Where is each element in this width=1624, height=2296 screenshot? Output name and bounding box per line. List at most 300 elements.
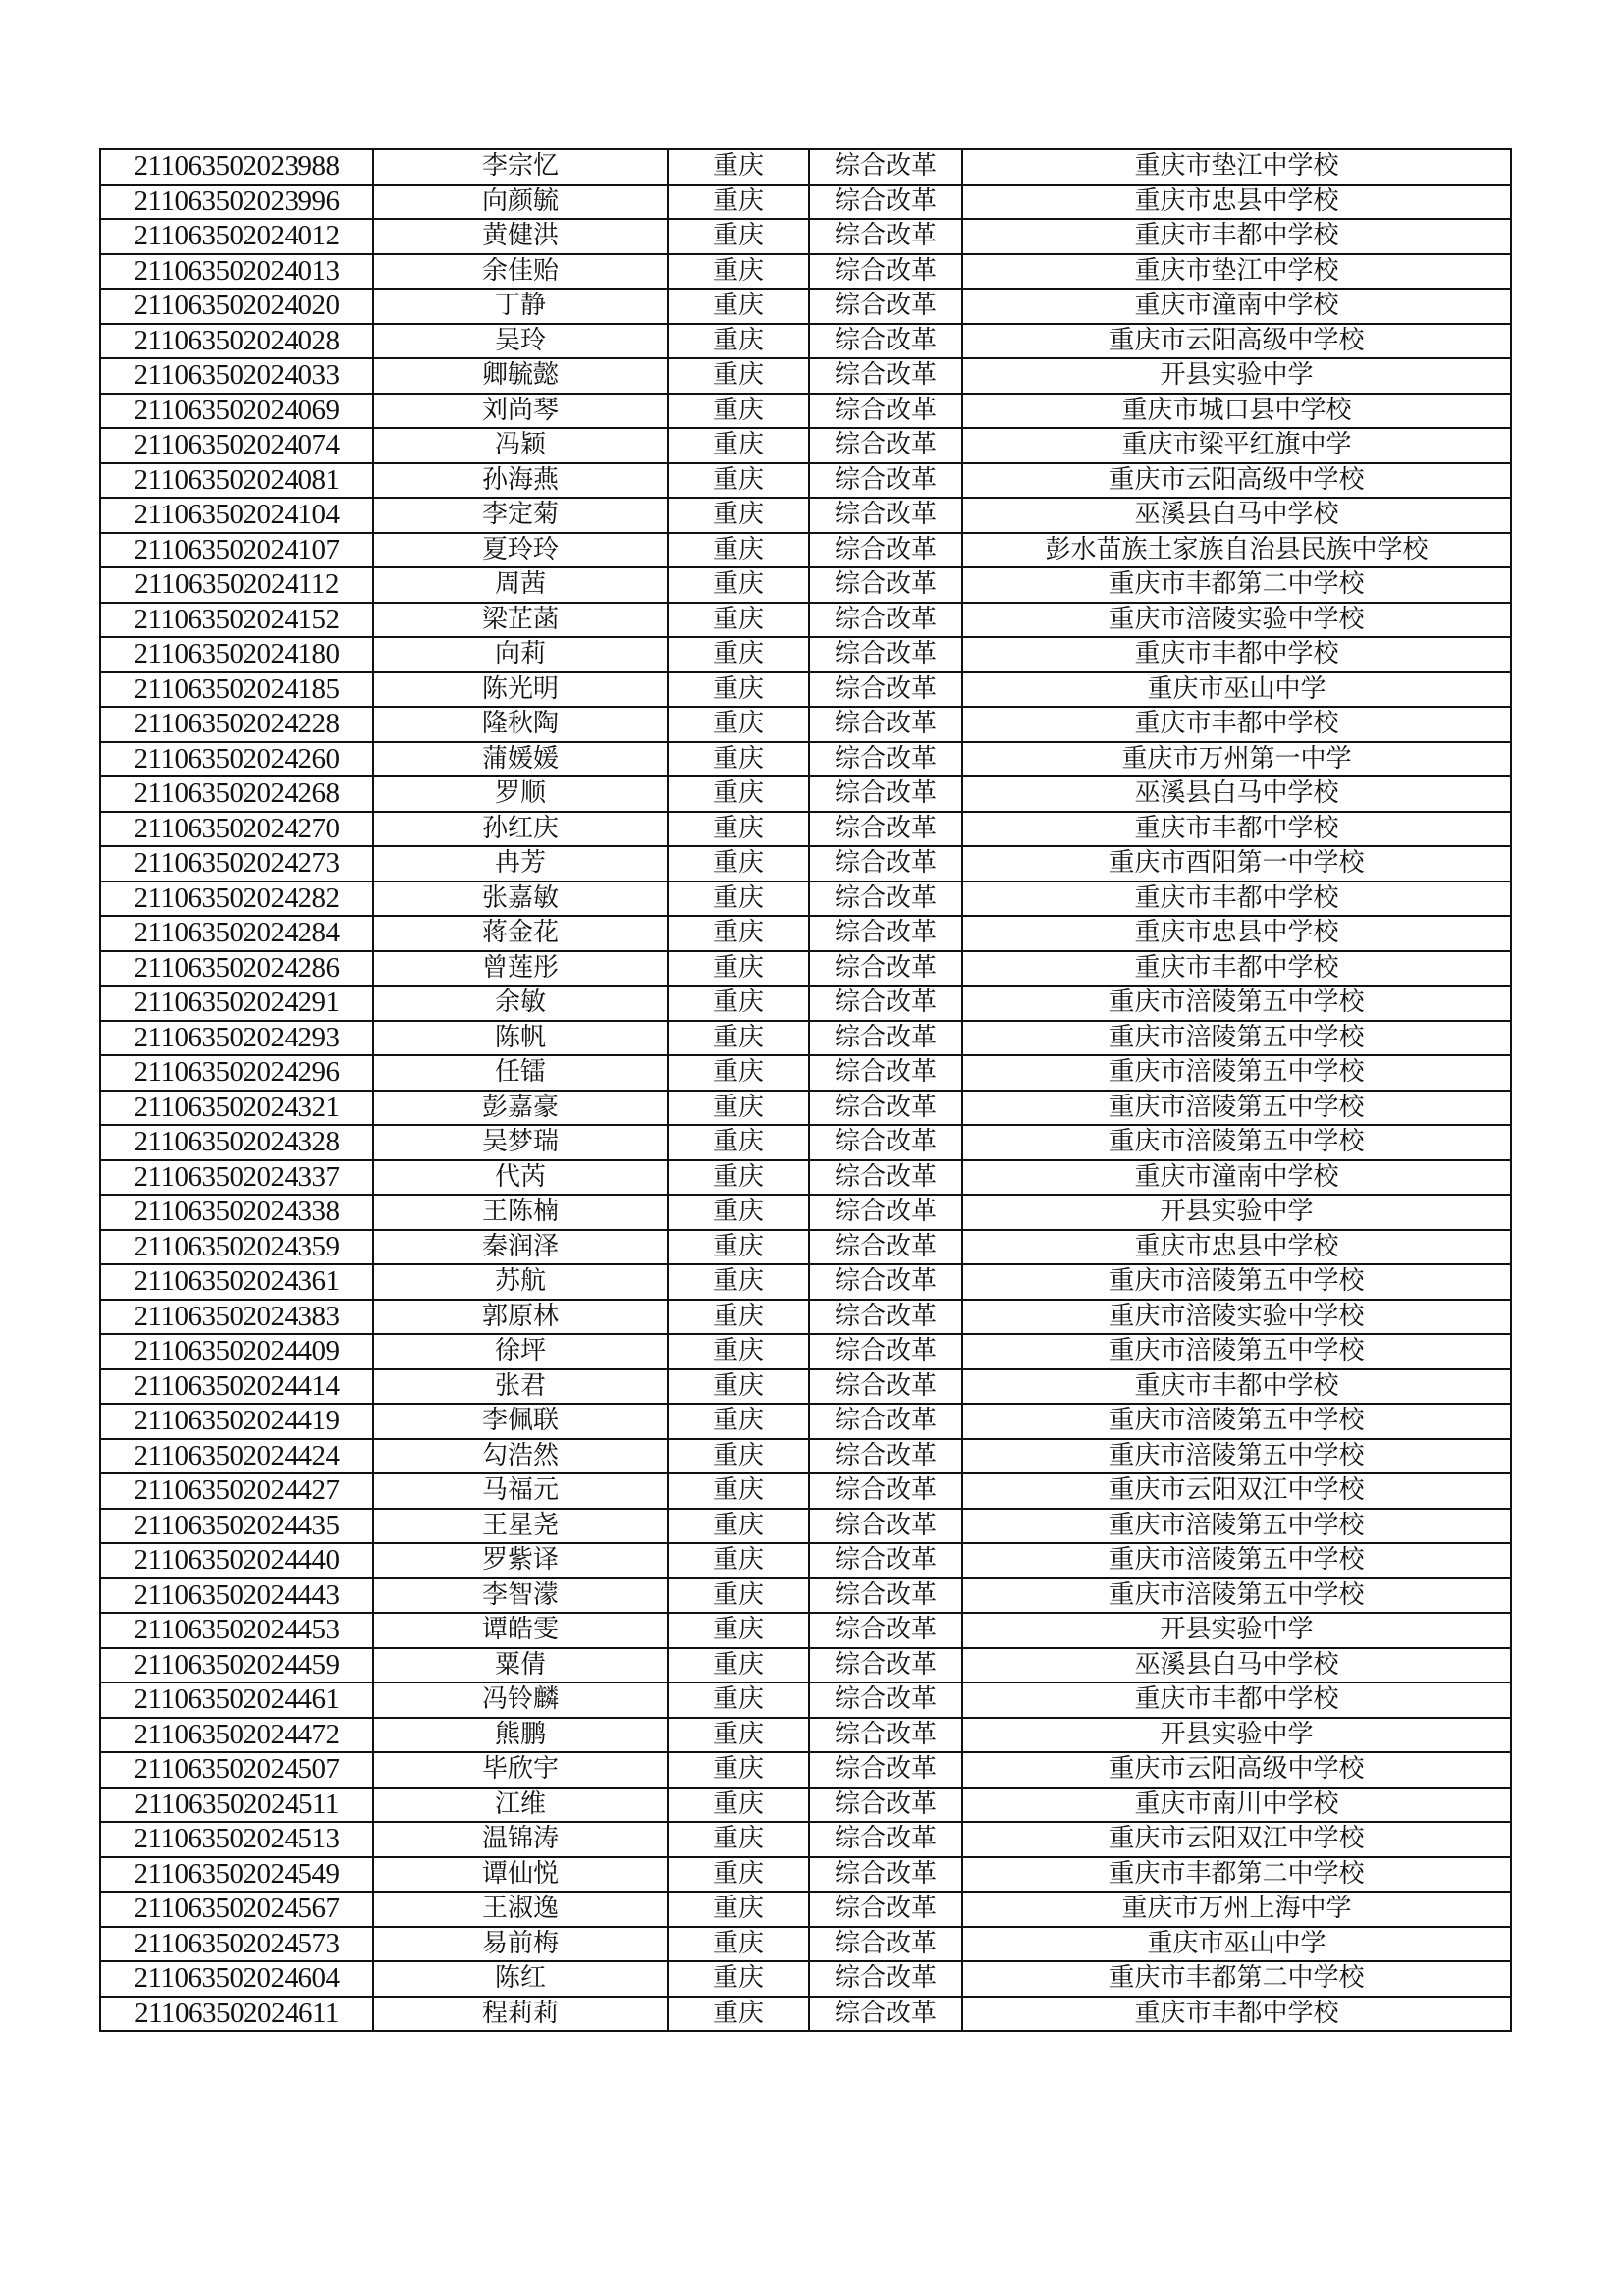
candidate-id-cell: 211063502024028 <box>100 324 373 359</box>
school-name-cell: 重庆市涪陵第五中学校 <box>962 1578 1511 1614</box>
category-cell: 综合改革 <box>809 1473 962 1509</box>
province-cell: 重庆 <box>668 324 809 359</box>
table-row <box>100 463 1511 499</box>
school-name-cell: 重庆市丰都中学校 <box>962 1682 1511 1718</box>
table-row <box>100 1613 1511 1648</box>
school-name-cell: 重庆市涪陵第五中学校 <box>962 1091 1511 1126</box>
category-cell: 综合改革 <box>809 916 962 951</box>
province-cell: 重庆 <box>668 1682 809 1718</box>
school-name-cell: 重庆市丰都中学校 <box>962 219 1511 254</box>
school-name-cell: 重庆市云阳高级中学校 <box>962 463 1511 499</box>
school-name-cell: 重庆市垫江中学校 <box>962 254 1511 290</box>
student-name-cell: 余佳贻 <box>373 254 668 290</box>
student-name-cell: 熊鹏 <box>373 1718 668 1753</box>
candidate-id-cell: 211063502024549 <box>100 1857 373 1893</box>
school-name-cell: 开县实验中学 <box>962 1613 1511 1648</box>
school-name-cell: 开县实验中学 <box>962 1195 1511 1230</box>
province-cell: 重庆 <box>668 986 809 1021</box>
student-name-cell: 王淑逸 <box>373 1892 668 1927</box>
candidate-id-cell: 211063502024573 <box>100 1927 373 1962</box>
province-cell: 重庆 <box>668 1788 809 1823</box>
category-cell: 综合改革 <box>809 846 962 881</box>
candidate-id-cell: 211063502024359 <box>100 1230 373 1265</box>
table-row <box>100 219 1511 254</box>
candidate-id-cell: 211063502024321 <box>100 1091 373 1126</box>
candidate-id-cell: 211063502024453 <box>100 1613 373 1648</box>
school-name-cell: 重庆市忠县中学校 <box>962 1230 1511 1265</box>
student-name-cell: 冯颖 <box>373 428 668 463</box>
school-name-cell: 重庆市潼南中学校 <box>962 1160 1511 1196</box>
school-name-cell: 彭水苗族土家族自治县民族中学校 <box>962 533 1511 568</box>
province-cell: 重庆 <box>668 1857 809 1893</box>
candidate-id-cell: 211063502024328 <box>100 1125 373 1160</box>
candidate-id-cell: 211063502024414 <box>100 1369 373 1405</box>
candidate-id-cell: 211063502024180 <box>100 637 373 672</box>
student-name-cell: 吴梦瑞 <box>373 1125 668 1160</box>
student-name-cell: 张君 <box>373 1369 668 1405</box>
province-cell: 重庆 <box>668 1021 809 1056</box>
province-cell: 重庆 <box>668 567 809 603</box>
candidate-id-cell: 211063502024012 <box>100 219 373 254</box>
student-name-cell: 陈帆 <box>373 1021 668 1056</box>
category-cell: 综合改革 <box>809 1927 962 1962</box>
candidate-id-cell: 211063502024337 <box>100 1160 373 1196</box>
school-name-cell: 巫溪县白马中学校 <box>962 776 1511 812</box>
table-row <box>100 1230 1511 1265</box>
category-cell: 综合改革 <box>809 1543 962 1578</box>
school-name-cell: 重庆市丰都中学校 <box>962 951 1511 987</box>
candidate-id-cell: 211063502024461 <box>100 1682 373 1718</box>
school-name-cell: 重庆市丰都中学校 <box>962 812 1511 847</box>
province-cell: 重庆 <box>668 254 809 290</box>
category-cell: 综合改革 <box>809 1822 962 1857</box>
category-cell: 综合改革 <box>809 428 962 463</box>
table-row <box>100 1961 1511 1997</box>
student-name-cell: 张嘉敏 <box>373 881 668 917</box>
student-name-cell: 李智濛 <box>373 1578 668 1614</box>
table-row <box>100 1160 1511 1196</box>
school-name-cell: 重庆市云阳双江中学校 <box>962 1473 1511 1509</box>
school-name-cell: 重庆市涪陵第五中学校 <box>962 1055 1511 1091</box>
category-cell: 综合改革 <box>809 533 962 568</box>
student-name-cell: 王星尧 <box>373 1509 668 1544</box>
student-name-cell: 谭仙悦 <box>373 1857 668 1893</box>
candidate-id-cell: 211063502024284 <box>100 916 373 951</box>
province-cell: 重庆 <box>668 219 809 254</box>
province-cell: 重庆 <box>668 1300 809 1335</box>
table-row <box>100 742 1511 777</box>
student-name-cell: 李定菊 <box>373 498 668 533</box>
student-name-cell: 温锦涛 <box>373 1822 668 1857</box>
category-cell: 综合改革 <box>809 1961 962 1997</box>
school-name-cell: 重庆市涪陵第五中学校 <box>962 1439 1511 1474</box>
student-name-cell: 罗顺 <box>373 776 668 812</box>
table-row <box>100 1300 1511 1335</box>
student-name-cell: 代芮 <box>373 1160 668 1196</box>
table-row <box>100 637 1511 672</box>
candidate-id-cell: 211063502024013 <box>100 254 373 290</box>
student-name-cell: 苏航 <box>373 1264 668 1300</box>
school-name-cell: 重庆市梁平红旗中学 <box>962 428 1511 463</box>
category-cell: 综合改革 <box>809 1613 962 1648</box>
school-name-cell: 开县实验中学 <box>962 358 1511 394</box>
province-cell: 重庆 <box>668 1613 809 1648</box>
candidate-id-cell: 211063502024511 <box>100 1788 373 1823</box>
table-row <box>100 533 1511 568</box>
category-cell: 综合改革 <box>809 812 962 847</box>
province-cell: 重庆 <box>668 1160 809 1196</box>
table-row <box>100 254 1511 290</box>
category-cell: 综合改革 <box>809 1439 962 1474</box>
table-row <box>100 1892 1511 1927</box>
school-name-cell: 重庆市涪陵第五中学校 <box>962 986 1511 1021</box>
school-name-cell: 重庆市万州第一中学 <box>962 742 1511 777</box>
category-cell: 综合改革 <box>809 1369 962 1405</box>
student-name-cell: 郭原林 <box>373 1300 668 1335</box>
school-name-cell: 重庆市丰都第二中学校 <box>962 1857 1511 1893</box>
province-cell: 重庆 <box>668 463 809 499</box>
category-cell: 综合改革 <box>809 1682 962 1718</box>
school-name-cell: 重庆市涪陵第五中学校 <box>962 1543 1511 1578</box>
student-name-cell: 周茜 <box>373 567 668 603</box>
category-cell: 综合改革 <box>809 1055 962 1091</box>
table-row <box>100 846 1511 881</box>
province-cell: 重庆 <box>668 1718 809 1753</box>
school-name-cell: 重庆市巫山中学 <box>962 1927 1511 1962</box>
candidate-id-cell: 211063502024383 <box>100 1300 373 1335</box>
table-row <box>100 1439 1511 1474</box>
candidate-id-cell: 211063502023988 <box>100 149 373 185</box>
school-name-cell: 重庆市丰都中学校 <box>962 881 1511 917</box>
table-row <box>100 951 1511 987</box>
candidate-id-cell: 211063502024107 <box>100 533 373 568</box>
school-name-cell: 开县实验中学 <box>962 1718 1511 1753</box>
table-row <box>100 1543 1511 1578</box>
student-name-cell: 秦润泽 <box>373 1230 668 1265</box>
province-cell: 重庆 <box>668 1927 809 1962</box>
school-name-cell: 重庆市南川中学校 <box>962 1788 1511 1823</box>
category-cell: 综合改革 <box>809 254 962 290</box>
student-name-cell: 王陈楠 <box>373 1195 668 1230</box>
category-cell: 综合改革 <box>809 881 962 917</box>
table-row <box>100 1091 1511 1126</box>
student-name-cell: 陈红 <box>373 1961 668 1997</box>
province-cell: 重庆 <box>668 846 809 881</box>
table-row <box>100 707 1511 742</box>
candidate-id-cell: 211063502024282 <box>100 881 373 917</box>
table-row <box>100 1509 1511 1544</box>
category-cell: 综合改革 <box>809 1160 962 1196</box>
candidate-id-cell: 211063502024112 <box>100 567 373 603</box>
category-cell: 综合改革 <box>809 1718 962 1753</box>
school-name-cell: 重庆市云阳双江中学校 <box>962 1822 1511 1857</box>
category-cell: 综合改革 <box>809 776 962 812</box>
table-row <box>100 358 1511 394</box>
school-name-cell: 重庆市涪陵第五中学校 <box>962 1264 1511 1300</box>
table-row <box>100 986 1511 1021</box>
province-cell: 重庆 <box>668 603 809 638</box>
student-name-cell: 隆秋陶 <box>373 707 668 742</box>
category-cell: 综合改革 <box>809 185 962 220</box>
candidate-id-cell: 211063502024260 <box>100 742 373 777</box>
table-row <box>100 1473 1511 1509</box>
student-name-cell: 彭嘉豪 <box>373 1091 668 1126</box>
candidate-id-cell: 211063502024286 <box>100 951 373 987</box>
category-cell: 综合改革 <box>809 1997 962 2032</box>
student-name-cell: 向莉 <box>373 637 668 672</box>
category-cell: 综合改革 <box>809 603 962 638</box>
student-name-cell: 任镭 <box>373 1055 668 1091</box>
candidate-id-cell: 211063502024020 <box>100 289 373 324</box>
school-name-cell: 重庆市酉阳第一中学校 <box>962 846 1511 881</box>
school-name-cell: 重庆市涪陵第五中学校 <box>962 1509 1511 1544</box>
student-name-cell: 梁芷菡 <box>373 603 668 638</box>
candidate-id-cell: 211063502024567 <box>100 1892 373 1927</box>
category-cell: 综合改革 <box>809 1578 962 1614</box>
student-name-cell: 刘尚琴 <box>373 394 668 429</box>
province-cell: 重庆 <box>668 1404 809 1439</box>
category-cell: 综合改革 <box>809 1752 962 1788</box>
province-cell: 重庆 <box>668 1752 809 1788</box>
candidate-id-cell: 211063502024033 <box>100 358 373 394</box>
student-name-cell: 陈光明 <box>373 672 668 708</box>
candidate-id-cell: 211063502024270 <box>100 812 373 847</box>
student-name-cell: 冯铃麟 <box>373 1682 668 1718</box>
student-name-cell: 毕欣宇 <box>373 1752 668 1788</box>
school-name-cell: 重庆市忠县中学校 <box>962 185 1511 220</box>
category-cell: 综合改革 <box>809 1195 962 1230</box>
candidate-id-cell: 211063502024104 <box>100 498 373 533</box>
category-cell: 综合改革 <box>809 1021 962 1056</box>
province-cell: 重庆 <box>668 951 809 987</box>
school-name-cell: 重庆市万州上海中学 <box>962 1892 1511 1927</box>
candidate-id-cell: 211063502023996 <box>100 185 373 220</box>
table-row <box>100 1718 1511 1753</box>
candidate-id-cell: 211063502024440 <box>100 1543 373 1578</box>
category-cell: 综合改革 <box>809 289 962 324</box>
table-row <box>100 1021 1511 1056</box>
province-cell: 重庆 <box>668 812 809 847</box>
candidate-id-cell: 211063502024611 <box>100 1997 373 2032</box>
category-cell: 综合改革 <box>809 463 962 499</box>
province-cell: 重庆 <box>668 1125 809 1160</box>
candidate-id-cell: 211063502024074 <box>100 428 373 463</box>
category-cell: 综合改革 <box>809 1648 962 1683</box>
table-row <box>100 776 1511 812</box>
category-cell: 综合改革 <box>809 498 962 533</box>
category-cell: 综合改革 <box>809 1300 962 1335</box>
student-name-cell: 黄健洪 <box>373 219 668 254</box>
province-cell: 重庆 <box>668 881 809 917</box>
table-row <box>100 1648 1511 1683</box>
student-name-cell: 程莉莉 <box>373 1997 668 2032</box>
province-cell: 重庆 <box>668 742 809 777</box>
category-cell: 综合改革 <box>809 742 962 777</box>
school-name-cell: 巫溪县白马中学校 <box>962 1648 1511 1683</box>
province-cell: 重庆 <box>668 637 809 672</box>
candidate-id-cell: 211063502024152 <box>100 603 373 638</box>
school-name-cell: 重庆市涪陵实验中学校 <box>962 1300 1511 1335</box>
category-cell: 综合改革 <box>809 1892 962 1927</box>
student-name-cell: 李宗忆 <box>373 149 668 185</box>
student-name-cell: 徐坪 <box>373 1334 668 1369</box>
table-row <box>100 1788 1511 1823</box>
student-name-cell: 向颜毓 <box>373 185 668 220</box>
province-cell: 重庆 <box>668 916 809 951</box>
school-name-cell: 重庆市丰都第二中学校 <box>962 567 1511 603</box>
province-cell: 重庆 <box>668 1578 809 1614</box>
candidate-id-cell: 211063502024435 <box>100 1509 373 1544</box>
table-row <box>100 1369 1511 1405</box>
student-name-cell: 李佩联 <box>373 1404 668 1439</box>
category-cell: 综合改革 <box>809 707 962 742</box>
table-row <box>100 1404 1511 1439</box>
student-name-cell: 余敏 <box>373 986 668 1021</box>
category-cell: 综合改革 <box>809 1125 962 1160</box>
province-cell: 重庆 <box>668 1509 809 1544</box>
province-cell: 重庆 <box>668 1091 809 1126</box>
category-cell: 综合改革 <box>809 986 962 1021</box>
candidate-id-cell: 211063502024507 <box>100 1752 373 1788</box>
student-name-cell: 曾莲彤 <box>373 951 668 987</box>
school-name-cell: 重庆市丰都中学校 <box>962 1369 1511 1405</box>
candidate-id-cell: 211063502024291 <box>100 986 373 1021</box>
province-cell: 重庆 <box>668 394 809 429</box>
school-name-cell: 重庆市忠县中学校 <box>962 916 1511 951</box>
candidate-id-cell: 211063502024185 <box>100 672 373 708</box>
category-cell: 综合改革 <box>809 358 962 394</box>
table-row <box>100 498 1511 533</box>
school-name-cell: 巫溪县白马中学校 <box>962 498 1511 533</box>
candidate-id-cell: 211063502024427 <box>100 1473 373 1509</box>
category-cell: 综合改革 <box>809 1334 962 1369</box>
table-row <box>100 1334 1511 1369</box>
school-name-cell: 重庆市涪陵第五中学校 <box>962 1021 1511 1056</box>
school-name-cell: 重庆市城口县中学校 <box>962 394 1511 429</box>
student-name-cell: 谭皓雯 <box>373 1613 668 1648</box>
candidate-id-cell: 211063502024338 <box>100 1195 373 1230</box>
student-name-cell: 罗紫译 <box>373 1543 668 1578</box>
student-name-cell: 孙海燕 <box>373 463 668 499</box>
province-cell: 重庆 <box>668 1264 809 1300</box>
candidate-id-cell: 211063502024472 <box>100 1718 373 1753</box>
candidate-id-cell: 211063502024069 <box>100 394 373 429</box>
candidate-id-cell: 211063502024424 <box>100 1439 373 1474</box>
table-row <box>100 1264 1511 1300</box>
province-cell: 重庆 <box>668 149 809 185</box>
category-cell: 综合改革 <box>809 1509 962 1544</box>
province-cell: 重庆 <box>668 289 809 324</box>
student-name-cell: 江维 <box>373 1788 668 1823</box>
school-name-cell: 重庆市涪陵第五中学校 <box>962 1334 1511 1369</box>
school-name-cell: 重庆市涪陵实验中学校 <box>962 603 1511 638</box>
province-cell: 重庆 <box>668 1230 809 1265</box>
table-row <box>100 1578 1511 1614</box>
table-row <box>100 394 1511 429</box>
candidate-id-cell: 211063502024513 <box>100 1822 373 1857</box>
table-row <box>100 185 1511 220</box>
table-row <box>100 1857 1511 1893</box>
candidate-id-cell: 211063502024459 <box>100 1648 373 1683</box>
province-cell: 重庆 <box>668 428 809 463</box>
category-cell: 综合改革 <box>809 1404 962 1439</box>
candidate-id-cell: 211063502024604 <box>100 1961 373 1997</box>
student-name-cell: 冉芳 <box>373 846 668 881</box>
table-row <box>100 1822 1511 1857</box>
school-name-cell: 重庆市丰都中学校 <box>962 707 1511 742</box>
table-row <box>100 324 1511 359</box>
category-cell: 综合改革 <box>809 149 962 185</box>
province-cell: 重庆 <box>668 1439 809 1474</box>
candidate-id-cell: 211063502024081 <box>100 463 373 499</box>
table-body <box>100 149 1511 2031</box>
table-row <box>100 428 1511 463</box>
candidate-id-cell: 211063502024293 <box>100 1021 373 1056</box>
school-name-cell: 重庆市云阳高级中学校 <box>962 324 1511 359</box>
category-cell: 综合改革 <box>809 1230 962 1265</box>
admission-list-table <box>99 148 1512 2032</box>
province-cell: 重庆 <box>668 707 809 742</box>
province-cell: 重庆 <box>668 1473 809 1509</box>
table-row <box>100 1125 1511 1160</box>
candidate-id-cell: 211063502024296 <box>100 1055 373 1091</box>
province-cell: 重庆 <box>668 776 809 812</box>
province-cell: 重庆 <box>668 1195 809 1230</box>
table-row <box>100 881 1511 917</box>
category-cell: 综合改革 <box>809 1264 962 1300</box>
school-name-cell: 重庆市垫江中学校 <box>962 149 1511 185</box>
category-cell: 综合改革 <box>809 672 962 708</box>
table-row <box>100 1927 1511 1962</box>
candidate-id-cell: 211063502024228 <box>100 707 373 742</box>
table-row <box>100 1752 1511 1788</box>
category-cell: 综合改革 <box>809 951 962 987</box>
province-cell: 重庆 <box>668 498 809 533</box>
category-cell: 综合改革 <box>809 219 962 254</box>
category-cell: 综合改革 <box>809 394 962 429</box>
school-name-cell: 重庆市潼南中学校 <box>962 289 1511 324</box>
candidate-id-cell: 211063502024361 <box>100 1264 373 1300</box>
table-row <box>100 1195 1511 1230</box>
school-name-cell: 重庆市丰都中学校 <box>962 637 1511 672</box>
province-cell: 重庆 <box>668 1997 809 2032</box>
school-name-cell: 重庆市巫山中学 <box>962 672 1511 708</box>
table-row <box>100 812 1511 847</box>
table-row <box>100 567 1511 603</box>
table-row <box>100 289 1511 324</box>
student-name-cell: 蒋金花 <box>373 916 668 951</box>
school-name-cell: 重庆市涪陵第五中学校 <box>962 1125 1511 1160</box>
school-name-cell: 重庆市云阳高级中学校 <box>962 1752 1511 1788</box>
category-cell: 综合改革 <box>809 567 962 603</box>
province-cell: 重庆 <box>668 185 809 220</box>
province-cell: 重庆 <box>668 1055 809 1091</box>
student-name-cell: 易前梅 <box>373 1927 668 1962</box>
category-cell: 综合改革 <box>809 324 962 359</box>
table-row <box>100 1055 1511 1091</box>
province-cell: 重庆 <box>668 358 809 394</box>
table-row <box>100 1682 1511 1718</box>
student-name-cell: 粟倩 <box>373 1648 668 1683</box>
province-cell: 重庆 <box>668 1822 809 1857</box>
province-cell: 重庆 <box>668 1892 809 1927</box>
student-name-cell: 马福元 <box>373 1473 668 1509</box>
table-row <box>100 672 1511 708</box>
student-name-cell: 卿毓懿 <box>373 358 668 394</box>
province-cell: 重庆 <box>668 1961 809 1997</box>
province-cell: 重庆 <box>668 672 809 708</box>
school-name-cell: 重庆市丰都中学校 <box>962 1997 1511 2032</box>
